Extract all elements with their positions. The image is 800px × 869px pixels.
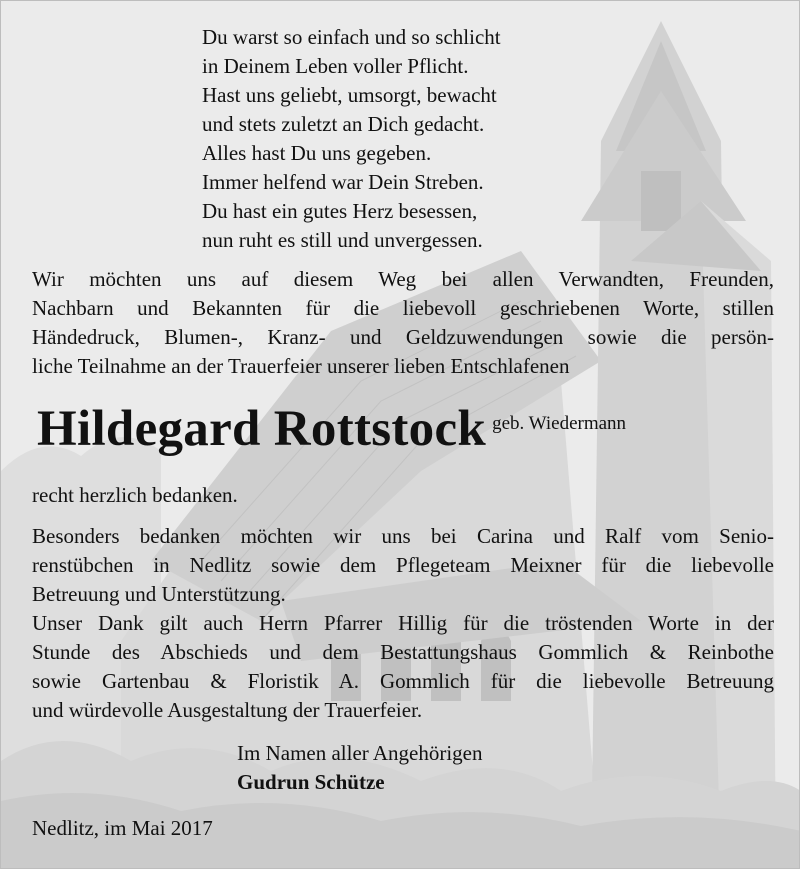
paragraph-line: und würdevolle Ausgestaltung der Trauerfeier. — [32, 698, 423, 722]
poem-line: Immer helfend war Dein Streben. — [202, 170, 484, 194]
signer-name: Gudrun Schütze — [237, 770, 385, 794]
poem-line: in Deinem Leben voller Pflicht. — [202, 54, 469, 78]
paragraph-line: renstübchen in Nedlitz sowie dem Pflegeteam Meixner für die liebevolle — [32, 553, 774, 577]
poem-line: und stets zuletzt an Dich gedacht. — [202, 112, 485, 136]
deceased-name: Hildegard Rottstock — [37, 401, 487, 457]
paragraph-line: sowie Gartenbau & Floristik A. Gommlich für die liebevolle Betreuung — [32, 669, 774, 693]
paragraph-line: liche Teilnahme an der Trauerfeier unserer lieben Entschlafenen — [32, 354, 570, 378]
poem-line: Alles hast Du uns gegeben. — [202, 141, 432, 165]
paragraph-line: Händedruck, Blumen-, Kranz- und Geldzuwendungen sowie die persön- — [32, 325, 774, 349]
paragraph-line: Betreuung und Unterstützung. — [32, 582, 286, 606]
on-behalf-line: Im Namen aller Angehörigen — [237, 741, 483, 765]
paragraph-line: Stunde des Abschieds und dem Bestattungshaus Gommlich & Reinbothe — [32, 640, 774, 664]
signature-block — [237, 739, 483, 797]
thanks-intro-paragraph — [32, 265, 774, 381]
deceased-name-row — [37, 399, 777, 459]
poem-line: Du warst so einfach und so schlicht — [202, 25, 501, 49]
paragraph-line: Wir möchten uns auf diesem Weg bei allen Verwandten, Freunden, — [32, 267, 774, 291]
special-thanks-paragraph — [32, 522, 774, 725]
paragraph-line: Besonders bedanken möchten wir uns bei Carina und Ralf vom Senio- — [32, 524, 774, 548]
thanks-closing — [32, 481, 774, 510]
poem-line: Hast uns geliebt, umsorgt, bewacht — [202, 83, 497, 107]
poem-line: nun ruht es still und unvergessen. — [202, 228, 483, 252]
paragraph-line: Nachbarn und Bekannten für die liebevoll geschriebenen Worte, stillen — [32, 296, 774, 320]
place-and-date: Nedlitz, im Mai 2017 — [32, 816, 213, 840]
poem — [202, 23, 622, 255]
poem-line: Du hast ein gutes Herz besessen, — [202, 199, 478, 223]
paragraph-line: Unser Dank gilt auch Herrn Pfarrer Hillig für die tröstenden Worte in der — [32, 611, 774, 635]
paragraph-line: recht herzlich bedanken. — [32, 483, 238, 507]
maiden-name: geb. Wiedermann — [492, 413, 627, 434]
